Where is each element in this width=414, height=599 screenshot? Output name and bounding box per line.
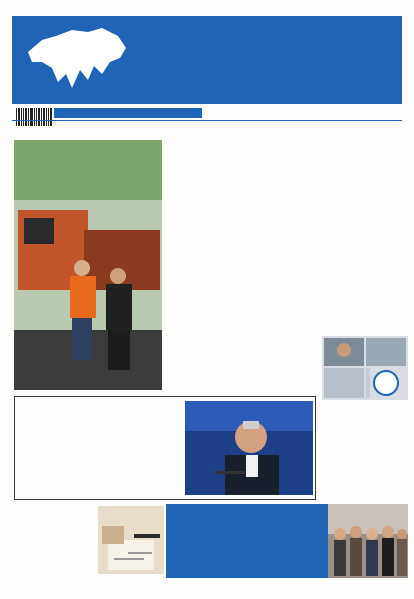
middle-story-lead: [21, 451, 183, 487]
masthead-subtitle: [220, 88, 400, 100]
barcode-icon: [14, 106, 54, 128]
bottom-right-photo[interactable]: [328, 504, 408, 578]
bottom-middle-headline[interactable]: [170, 510, 266, 574]
issue-info: [222, 108, 408, 118]
bottom-left-lead: [14, 548, 96, 574]
header-divider: [12, 120, 402, 121]
bottom-middle-story: [166, 504, 328, 578]
middle-story-headline[interactable]: [21, 405, 183, 449]
middle-story: [14, 396, 316, 500]
right-story-2-photo[interactable]: [322, 336, 408, 400]
main-story-page-ref: [270, 384, 318, 394]
bottom-left-headline[interactable]: [14, 506, 96, 546]
masthead-title: [130, 34, 400, 82]
issue-date: [54, 108, 202, 118]
middle-story-photo[interactable]: [185, 401, 313, 495]
bottom-middle-page-ref: [278, 570, 326, 578]
website-url[interactable]: [240, 2, 410, 16]
bottom-left-story: [14, 504, 164, 578]
chalkidiki-map-logo: [22, 22, 132, 98]
main-story-headline[interactable]: [164, 168, 312, 408]
main-story-photo[interactable]: [14, 140, 162, 390]
middle-story-page-ref: [127, 489, 175, 499]
masthead: [12, 16, 402, 104]
right-column: [322, 126, 408, 526]
bottom-left-page-ref: [124, 572, 164, 582]
bottom-left-photo[interactable]: [98, 506, 164, 574]
